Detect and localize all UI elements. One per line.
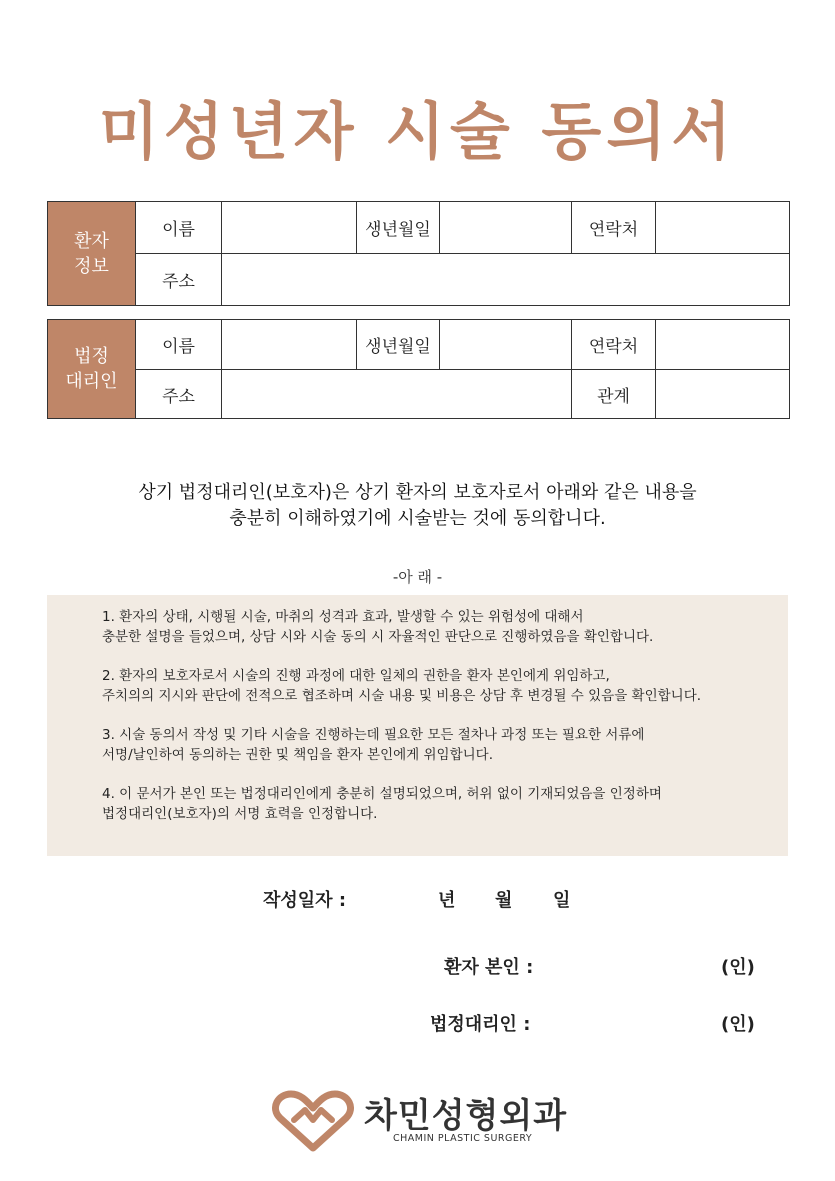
guardian-address-field[interactable] (222, 370, 572, 419)
guardian-contact-field[interactable] (656, 320, 790, 370)
guardian-birth-field[interactable] (440, 320, 572, 370)
document-title: 미성년자 시술 동의서 (98, 95, 737, 168)
clinic-name: 차민성형외과 (364, 1096, 568, 1136)
patient-contact-field[interactable] (656, 202, 790, 254)
consent-notice: 상기 법정대리인(보호자)은 상기 환자의 보호자로서 아래와 같은 내용을 충분히 이해하였기에 시술받는 것에 동의합니다. (138, 482, 697, 529)
guardian-seal[interactable]: (인) (721, 1014, 755, 1035)
patient-name-label: 이름 (136, 202, 222, 254)
guardian-section-label: 법정 대리인 (48, 320, 136, 419)
patient-contact-label: 연락처 (572, 202, 656, 254)
guardian-name-label: 이름 (136, 320, 222, 370)
clinic-name-english: CHAMIN PLASTIC SURGERY (393, 1133, 533, 1144)
term-item: 4. 이 문서가 본인 또는 법정대리인에게 충분히 설명되었으며, 허위 없이 기재되었음을 인정하며 법정대리인(보호자)의 서명 효력을 인정합니다. (102, 786, 662, 822)
patient-address-field[interactable] (222, 254, 790, 306)
patient-birth-field[interactable] (440, 202, 572, 254)
term-item: 3. 시술 동의서 작성 및 기타 시술을 진행하는데 필요한 모든 절차나 과정 또는 필요한 서류에 서명/날인하여 동의하는 권한 및 책임을 환자 본인에게 위임합니다. (102, 727, 645, 763)
guardian-relation-field[interactable] (656, 370, 790, 419)
patient-info-table (47, 201, 790, 306)
term-item: 1. 환자의 상태, 시행될 시술, 마취의 성격과 효과, 발생할 수 있는 위험성에 대해서 충분한 설명을 들었으며, 상담 시와 시술 동의 시 자율적인 판단으로 진행하였음을 확인합니다. (102, 609, 654, 645)
guardian-signature-label: 법정대리인 : (430, 1014, 531, 1035)
guardian-contact-label: 연락처 (572, 320, 656, 370)
patient-seal[interactable]: (인) (721, 957, 755, 978)
date-label: 작성일자 : (263, 890, 347, 911)
patient-birth-label: 생년월일 (357, 202, 440, 254)
terms-box (47, 595, 788, 856)
guardian-birth-label: 생년월일 (357, 320, 440, 370)
guardian-info-table (47, 319, 790, 419)
guardian-address-label: 주소 (136, 370, 222, 419)
heart-cm-logo-icon (272, 1090, 354, 1152)
patient-signature-label: 환자 본인 : (444, 957, 534, 978)
date-month-label[interactable]: 월 (495, 890, 513, 911)
date-year-label[interactable]: 년 (438, 890, 456, 911)
below-heading: -아 래 - (392, 568, 443, 586)
patient-name-field[interactable] (222, 202, 357, 254)
guardian-relation-label: 관계 (572, 370, 656, 419)
term-item: 2. 환자의 보호자로서 시술의 진행 과정에 대한 일체의 권한을 환자 본인에게 위임하고, 주치의의 지시와 판단에 전적으로 협조하며 시술 내용 및 비용은 상담 후 변경될 수 있음을 확인합니다. (102, 668, 702, 704)
date-day-label[interactable]: 일 (553, 890, 571, 911)
patient-address-label: 주소 (136, 254, 222, 306)
guardian-name-field[interactable] (222, 320, 357, 370)
patient-section-label: 환자 정보 (48, 202, 136, 306)
